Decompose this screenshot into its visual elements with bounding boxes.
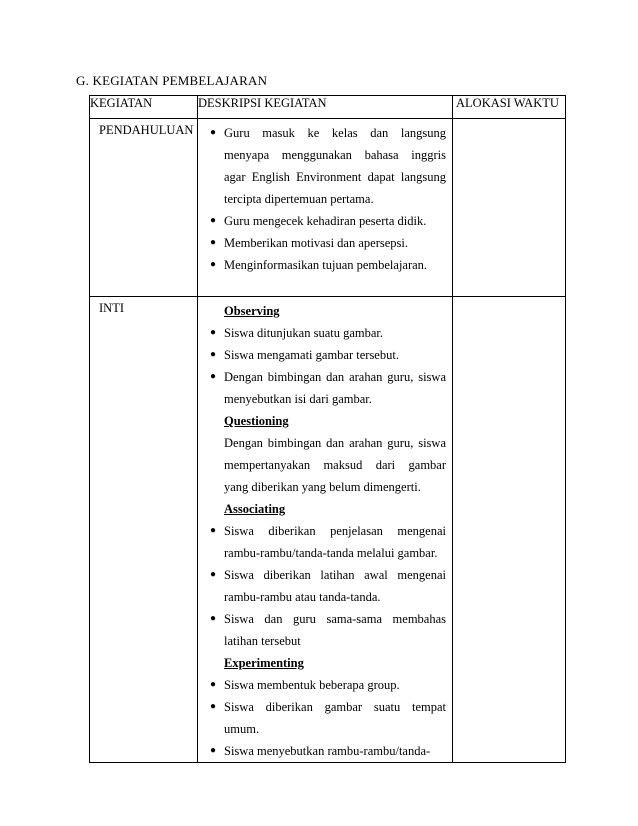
header-alokasi: ALOKASI WAKTU (453, 96, 566, 119)
bullet-icon: ● (210, 349, 217, 360)
table-header-row (90, 96, 566, 119)
list-item (201, 366, 446, 410)
header-kegiatan: KEGIATAN (90, 96, 198, 119)
text-line: Siswa diberikan gambar suatu tempat (224, 700, 446, 714)
text-line: agar English Environment dapat langsung (224, 170, 446, 184)
list-item (201, 344, 446, 366)
bullet-icon: ● (210, 613, 217, 624)
text-line: Siswa diberikan latihan awal mengenai (224, 568, 446, 582)
text-line: Siswa membentuk beberapa group. (224, 678, 400, 692)
text-line: Menginformasikan tujuan pembelajaran. (224, 258, 428, 272)
bullet-icon: ● (210, 701, 217, 712)
text-line: Siswa diberikan penjelasan mengenai (224, 524, 446, 538)
text-line: yang diberikan yang belum dimengerti. (224, 480, 421, 494)
list-item (201, 520, 446, 564)
text-line: Guru masuk ke kelas dan langsung (224, 126, 446, 140)
text-line: menyapa menggunakan bahasa inggris (224, 148, 446, 162)
row-name-inti: INTI (90, 297, 198, 763)
bullet-icon: ● (210, 745, 217, 756)
bullet-icon: ● (210, 327, 217, 338)
questioning-text (201, 432, 446, 498)
heading-experimenting: Experimenting (224, 656, 304, 670)
list-experimenting (201, 674, 446, 762)
desc-inti (198, 297, 453, 763)
list-item (201, 122, 446, 210)
text-line: tercipta dipertemuan pertama. (224, 192, 374, 206)
list-item (201, 322, 446, 344)
text-line: rambu-rambu atau tanda-tanda. (224, 590, 381, 604)
heading-questioning: Questioning (224, 414, 289, 428)
bullet-icon: ● (210, 569, 217, 580)
text-line: Dengan bimbingan dan arahan guru, siswa (224, 370, 446, 384)
list-pendahuluan (201, 122, 446, 276)
list-item (201, 674, 446, 696)
bullet-icon: ● (210, 215, 217, 226)
list-associating (201, 520, 446, 652)
header-deskripsi: DESKRIPSI KEGIATAN (198, 96, 453, 119)
text-line: menyebutkan isi dari gambar. (224, 392, 372, 406)
bullet-icon: ● (210, 127, 217, 138)
list-item (201, 740, 446, 762)
text-line: Dengan bimbingan dan arahan guru, siswa (224, 436, 446, 450)
text-line: Siswa dan guru sama-sama membahas (224, 612, 446, 626)
heading-observing: Observing (224, 304, 280, 318)
bullet-icon: ● (210, 237, 217, 248)
section-title: G. KEGIATAN PEMBELAJARAN (76, 73, 268, 88)
text-line: umum. (224, 722, 260, 736)
text-line: Memberikan motivasi dan apersepsi. (224, 236, 408, 250)
list-item (201, 696, 446, 740)
row-name-pendahuluan: PENDAHULUAN (90, 119, 198, 297)
heading-associating: Associating (224, 502, 286, 516)
bullet-icon: ● (210, 525, 217, 536)
text-line: Guru mengecek kehadiran peserta didik. (224, 214, 427, 228)
text-line: Siswa ditunjukan suatu gambar. (224, 326, 384, 340)
text-line: rambu-rambu/tanda-tanda melalui gambar. (224, 546, 438, 560)
text-line: Siswa menyebutkan rambu-rambu/tanda- (224, 744, 431, 758)
list-observing (201, 322, 446, 410)
list-item (201, 564, 446, 608)
list-item (201, 210, 446, 232)
waktu-inti (453, 297, 566, 763)
activity-table (89, 95, 566, 763)
desc-pendahuluan (198, 119, 453, 297)
bullet-icon: ● (210, 371, 217, 382)
text-line: mempertanyakan maksud dari gambar (224, 458, 446, 472)
waktu-pendahuluan (453, 119, 566, 297)
text-line: latihan tersebut (224, 634, 301, 648)
bullet-icon: ● (210, 259, 217, 270)
bullet-icon: ● (210, 679, 217, 690)
list-item (201, 232, 446, 254)
text-line: Siswa mengamati gambar tersebut. (224, 348, 399, 362)
list-item (201, 254, 446, 276)
list-item (201, 608, 446, 652)
row-inti (90, 297, 566, 763)
row-pendahuluan (90, 119, 566, 297)
